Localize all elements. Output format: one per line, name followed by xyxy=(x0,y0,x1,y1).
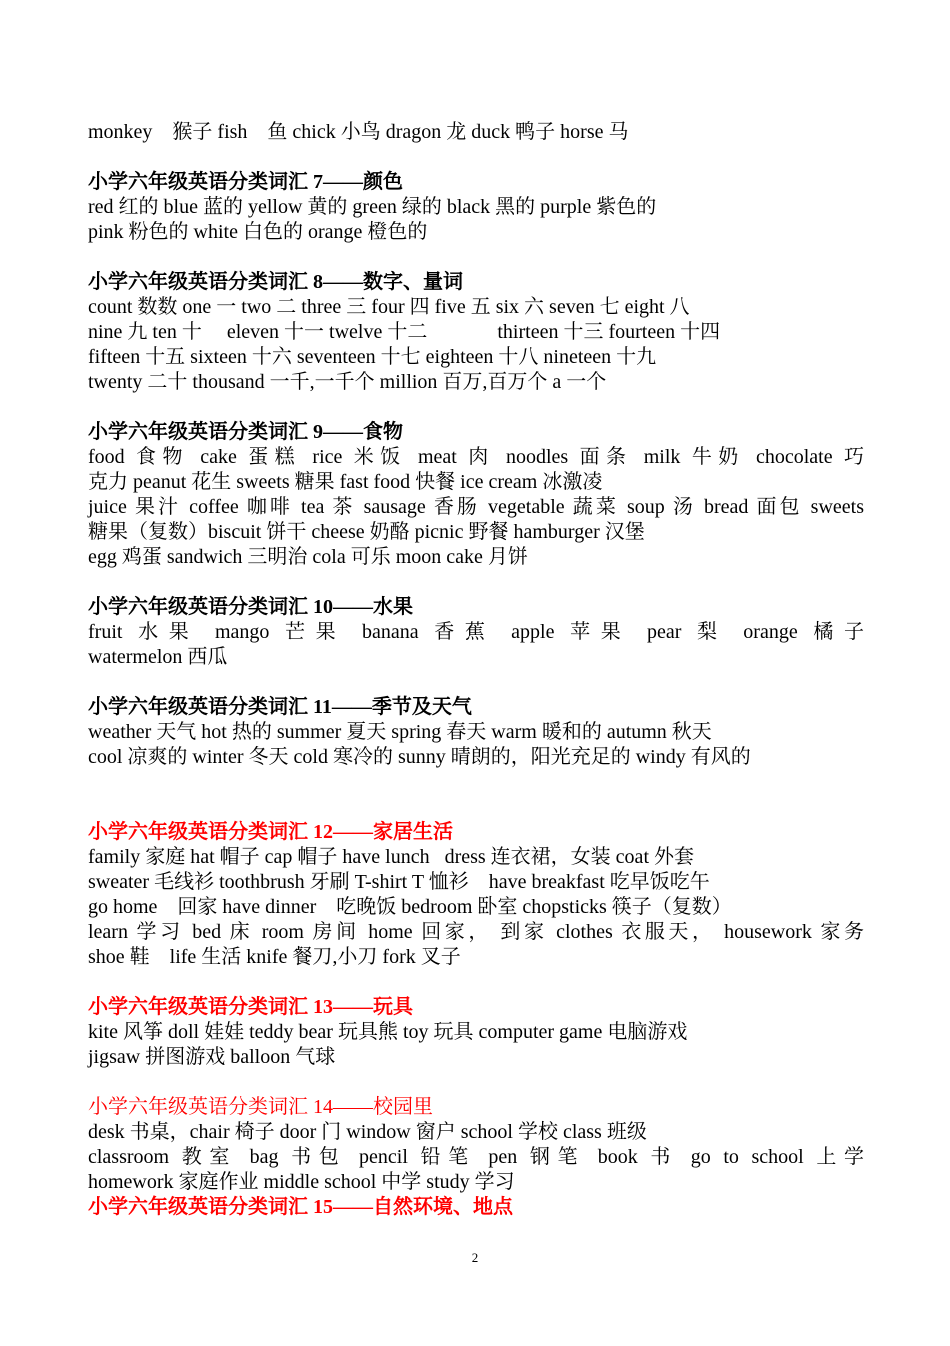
spacer xyxy=(88,970,864,995)
text-line: 克力 peanut 花生 sweets 糖果 fast food 快餐 ice cream 冰激凌 xyxy=(88,471,603,493)
section-heading: 小学六年级英语分类词汇 11——季节及天气 xyxy=(88,696,472,718)
text-line: food 食物 cake 蛋糕 rice 米饭 meat 肉 noodles 面条 milk 牛奶 chocolate 巧 xyxy=(88,446,864,468)
text-line: classroom 教室 bag 书包 pencil 铅笔 pen 钢笔 book 书 go to school 上学 xyxy=(88,1146,864,1168)
spacer xyxy=(88,1070,864,1095)
spacer xyxy=(88,395,864,420)
text-line: 糖果（复数）biscuit 饼干 cheese 奶酪 picnic 野餐 hamburger 汉堡 xyxy=(88,521,645,543)
section-heading: 小学六年级英语分类词汇 8——数字、量词 xyxy=(88,271,463,293)
section-heading: 小学六年级英语分类词汇 13——玩具 xyxy=(88,996,413,1018)
text-line: pink 粉色的 white 白色的 orange 橙色的 xyxy=(88,221,428,243)
section-heading: 小学六年级英语分类词汇 12——家居生活 xyxy=(88,821,453,843)
text-line: fifteen 十五 sixteen 十六 seventeen 十七 eighteen 十八 nineteen 十九 xyxy=(88,346,657,368)
text-line: sweater 毛线衫 toothbrush 牙刷 T-shirt T 恤衫 have breakfast 吃早饭吃午 xyxy=(88,871,710,893)
text-line: homework 家庭作业 middle school 中学 study 学习 xyxy=(88,1171,515,1193)
spacer xyxy=(88,245,864,270)
text-line: juice 果汁 coffee 咖啡 tea 茶 sausage 香肠 vegetable 蔬菜 soup 汤 bread 面包 sweets xyxy=(88,496,864,518)
section-heading: 小学六年级英语分类词汇 9——食物 xyxy=(88,421,403,443)
page-number: 2 xyxy=(471,1250,479,1265)
section-heading: 小学六年级英语分类词汇 15——自然环境、地点 xyxy=(88,1196,513,1218)
text-line: egg 鸡蛋 sandwich 三明治 cola 可乐 moon cake 月饼 xyxy=(88,546,528,568)
text-line: nine 九 ten 十 eleven 十一 twelve 十二 thirteen 十三 fourteen 十四 xyxy=(88,321,721,343)
spacer xyxy=(88,770,864,820)
text-line: red 红的 blue 蓝的 yellow 黄的 green 绿的 black 黑的 purple 紫色的 xyxy=(88,196,657,218)
text-line: go home 回家 have dinner 吃晚饭 bedroom 卧室 chopsticks 筷子（复数） xyxy=(88,896,732,918)
text-line: fruit 水果 mango 芒果 banana 香蕉 apple 苹果 pear 梨 orange 橘子 xyxy=(88,621,864,643)
section-heading: 小学六年级英语分类词汇 10——水果 xyxy=(88,596,413,618)
document-body xyxy=(88,120,864,1220)
text-line: twenty 二十 thousand 一千,一千个 million 百万,百万个 a 一个 xyxy=(88,371,607,393)
text-line: count 数数 one 一 two 二 three 三 four 四 five 五 six 六 seven 七 eight 八 xyxy=(88,296,690,318)
text-line: learn 学习 bed 床 room 房间 home 回家， 到家 clothes 衣服天， housework 家务 xyxy=(88,921,864,943)
text-line: cool 凉爽的 winter 冬天 cold 寒冷的 sunny 晴朗的，阳光充足的 windy 有风的 xyxy=(88,746,751,768)
text-line: desk 书桌，chair 椅子 door 门 window 窗户 school 学校 class 班级 xyxy=(88,1121,647,1143)
spacer xyxy=(88,570,864,595)
text-line: kite 风筝 doll 娃娃 teddy bear 玩具熊 toy 玩具 computer game 电脑游戏 xyxy=(88,1021,688,1043)
spacer xyxy=(88,670,864,695)
text-line: monkey 猴子 fish 鱼 chick 小鸟 dragon 龙 duck 鸭子 horse 马 xyxy=(88,121,629,143)
text-line: jigsaw 拼图游戏 balloon 气球 xyxy=(88,1046,336,1068)
text-line: watermelon 西瓜 xyxy=(88,646,228,668)
section-heading: 小学六年级英语分类词汇 14——校园里 xyxy=(88,1096,433,1118)
spacer xyxy=(88,145,864,170)
section-heading: 小学六年级英语分类词汇 7——颜色 xyxy=(88,171,403,193)
text-line: family 家庭 hat 帽子 cap 帽子 have lunch dress 连衣裙，女装 coat 外套 xyxy=(88,846,694,868)
text-line: weather 天气 hot 热的 summer 夏天 spring 春天 warm 暖和的 autumn 秋天 xyxy=(88,721,712,743)
text-line: shoe 鞋 life 生活 knife 餐刀,小刀 fork 叉子 xyxy=(88,946,461,968)
